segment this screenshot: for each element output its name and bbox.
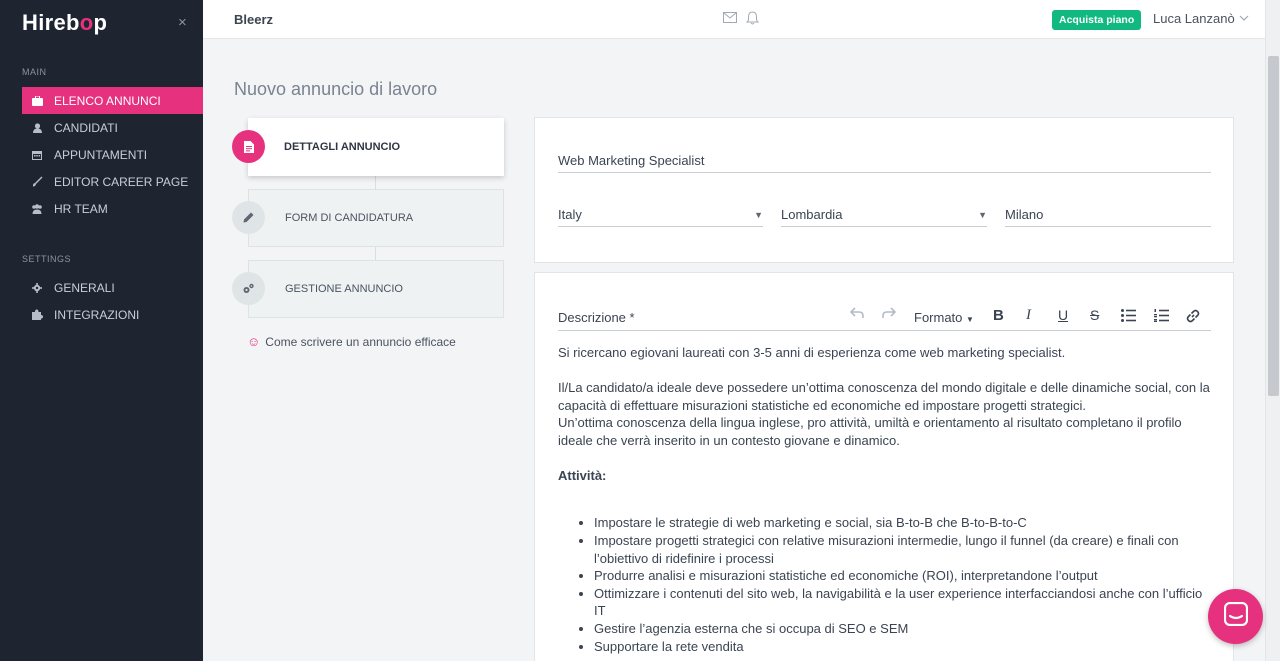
- job-details-card: [534, 117, 1234, 263]
- dropdown-caret-icon: ▼: [754, 210, 763, 220]
- mail-icon[interactable]: [723, 11, 737, 26]
- chevron-down-icon[interactable]: [1239, 12, 1249, 24]
- caret-down-icon: ▼: [966, 315, 974, 324]
- list-item: • Ottimizzare i contenuti del sito web, la navigabilità e la user experience interfacciandosi anche con l’ufficio IT: [594, 585, 1213, 620]
- numbered-list-icon[interactable]: [1154, 309, 1169, 325]
- page-scrollbar[interactable]: [1265, 0, 1280, 661]
- sidebar-item-label: CANDIDATI: [54, 120, 118, 135]
- gear-icon: [30, 283, 44, 293]
- format-dropdown[interactable]: [914, 310, 974, 325]
- region-select[interactable]: [781, 202, 987, 227]
- list-item: • Impostare le strategie di web marketing e social, sia B-to-B che B-to-B-to-C: [594, 514, 1213, 532]
- chat-icon: [1224, 602, 1248, 631]
- description-card: [534, 272, 1234, 661]
- sidebar-item-candidati[interactable]: [22, 114, 203, 141]
- description-paragraph: Si ricercano egiovani laureati con 3-5 anni di esperienza come web marketing specialist.: [558, 345, 1066, 360]
- calendar-icon: [30, 150, 44, 160]
- step-label: FORM DI CANDIDATURA: [285, 212, 414, 224]
- description-editor[interactable]: [558, 344, 1213, 655]
- description-label: Descrizione *: [558, 310, 635, 325]
- page-title: Nuovo annuncio di lavoro: [234, 79, 438, 99]
- strikethrough-icon[interactable]: S: [1090, 307, 1100, 323]
- chat-launcher-button[interactable]: [1208, 589, 1263, 644]
- redo-icon[interactable]: [882, 306, 896, 322]
- tip-link[interactable]: [247, 334, 456, 349]
- description-paragraph: Un’ottima conoscenza della lingua inglese, pro attività, umiltà e orientamento al risultato completano il profilo ideale che verrà inserito in un contesto giovane e dinamico.: [558, 415, 1182, 448]
- sidebar-item-label: GENERALI: [54, 280, 115, 295]
- section-label-main: MAIN: [22, 67, 47, 77]
- city-field[interactable]: [1005, 202, 1211, 227]
- underline-icon[interactable]: U: [1058, 307, 1069, 323]
- top-bar: [203, 0, 1265, 39]
- italic-icon[interactable]: I: [1026, 307, 1031, 323]
- country-select[interactable]: [558, 202, 763, 227]
- scrollbar-thumb[interactable]: [1268, 56, 1279, 396]
- user-menu[interactable]: Luca Lanzanò: [1153, 11, 1235, 26]
- document-icon: [232, 130, 265, 163]
- job-title-value: Web Marketing Specialist: [558, 152, 705, 168]
- bullet-list-icon[interactable]: [1121, 309, 1136, 325]
- sidebar-item-label: INTEGRAZIONI: [54, 307, 140, 322]
- bold-icon[interactable]: B: [993, 307, 1004, 324]
- sidebar-item-integrazioni[interactable]: [22, 301, 203, 328]
- list-item: • Impostare progetti strategici con relative misurazioni intermedie, lungo il funnel (da creare) e finali con l’obiettivo di ridefinire i processi: [594, 532, 1213, 567]
- sidebar-item-editor-career-page[interactable]: [22, 168, 203, 195]
- list-item: • Supportare la rete vendita: [594, 638, 1213, 656]
- editor-underline: [558, 330, 1211, 331]
- step-connector: [375, 175, 376, 190]
- list-item: • Produrre analisi e misurazioni statistiche ed economiche (ROI), interpretandone l’output: [594, 567, 1213, 585]
- sidebar-item-hr-team[interactable]: [22, 195, 203, 222]
- activities-list: [558, 514, 1213, 655]
- step-gestione-annuncio[interactable]: [248, 260, 504, 318]
- pencil-icon: [232, 201, 265, 234]
- job-title-field[interactable]: [558, 148, 1211, 173]
- dropdown-caret-icon: ▼: [978, 210, 987, 220]
- sidebar-item-elenco-annunci[interactable]: [22, 87, 203, 114]
- brush-icon: [30, 176, 44, 187]
- region-value: Lombardia: [781, 206, 843, 222]
- sidebar-item-label: APPUNTAMENTI: [54, 147, 148, 162]
- sidebar-item-appuntamenti[interactable]: [22, 141, 203, 168]
- sidebar-item-label: ELENCO ANNUNCI: [54, 93, 161, 108]
- sidebar-item-generali[interactable]: [22, 274, 203, 301]
- country-value: Italy: [558, 206, 582, 222]
- step-dettagli-annuncio[interactable]: [248, 118, 504, 176]
- list-item: • Gestire l’agenzia esterna che si occupa di SEO e SEM: [594, 620, 1213, 638]
- puzzle-icon: [30, 309, 44, 320]
- briefcase-icon: [30, 96, 44, 106]
- link-icon[interactable]: [1186, 309, 1200, 326]
- step-connector: [375, 246, 376, 261]
- smile-icon: ☺: [247, 334, 261, 349]
- step-form-di-candidatura[interactable]: [248, 189, 504, 247]
- users-icon: [30, 204, 44, 214]
- step-label: DETTAGLI ANNUNCIO: [284, 141, 401, 153]
- section-label-settings: SETTINGS: [22, 254, 72, 264]
- sidebar: [0, 0, 203, 661]
- format-label: Formato: [914, 310, 963, 325]
- sidebar-item-label: EDITOR CAREER PAGE: [54, 174, 189, 189]
- description-paragraph: Il/La candidato/a ideale deve possedere un’ottima conoscenza del mondo digitale e delle dinamiche social, con la capacità di effettuare misurazioni statistiche ed economiche ed impostare progetti strategici.: [558, 380, 1210, 413]
- step-label: GESTIONE ANNUNCIO: [285, 283, 403, 295]
- bell-icon[interactable]: [746, 11, 759, 28]
- buy-plan-button[interactable]: Acquista piano: [1052, 10, 1141, 30]
- activities-heading: Attività:: [558, 468, 607, 484]
- sidebar-item-label: HR TEAM: [54, 201, 108, 216]
- cogs-icon: [232, 272, 265, 305]
- undo-icon[interactable]: [850, 306, 864, 322]
- user-icon: [30, 123, 44, 133]
- company-name: Bleerz: [234, 12, 274, 27]
- tip-label: Come scrivere un annuncio efficace: [265, 334, 456, 349]
- city-value: Milano: [1005, 206, 1044, 222]
- app-logo[interactable]: Hirebop: [22, 10, 108, 35]
- close-sidebar-icon[interactable]: ×: [178, 14, 187, 31]
